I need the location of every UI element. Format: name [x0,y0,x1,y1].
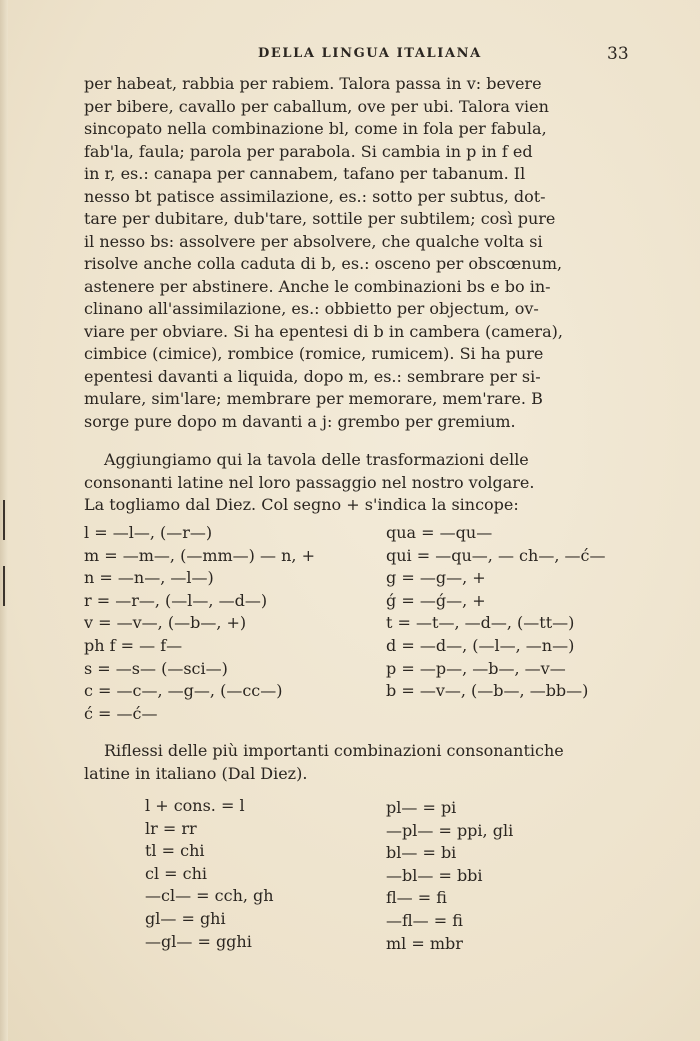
consonant-table-right [386,522,605,703]
table-row: c = —c—, —g—, (—cc—) [84,681,283,701]
reflex-row: pl— = pi [386,798,457,817]
text-line: clinano all'assimilazione, es.: obbietto per objectum, ov- [84,299,539,318]
text-line: risolve anche colla caduta di b, es.: osceno per obscœnum, [84,254,563,273]
running-title: DELLA LINGUA ITALIANA [258,46,482,61]
text-line: astenere per abstinere. Anche le combinazioni bs e bo in- [84,276,551,296]
reflex-row: ml = mbr [386,933,463,953]
reflex-row: —bl— = bbi [386,865,483,885]
text-line: fab'la, faula; parola per parabola. Si cambia in p in f ed [84,141,533,161]
reflex-row: —gl— = gghi [145,931,252,951]
reflex-row: bl— = bi [386,843,457,863]
table-row: n = —n—, —l—) [84,568,214,588]
page-number: 33 [607,44,629,64]
text-line: sincopato nella combinazione bl, come in fola per fabula, [84,119,547,138]
paragraph-assimilation [84,73,654,433]
reflex-row: —fl— = fi [386,910,463,930]
table-row: qui = —qu—, — ch—, —ć— [386,545,606,565]
text-line: consonanti latine nel loro passaggio nel nostro volgare. [84,472,535,492]
text-line: tare per dubitare, dub'tare, sottile per subtilem; così pure [84,209,556,228]
paragraph-table-intro [84,449,654,517]
reflex-row: —cl— = cch, gh [145,886,274,906]
text-line: cimbice (cimice), rombice (romice, rumicem). Si ha pure [84,344,544,363]
table-row: l = —l—, (—r—) [84,523,213,542]
reflex-row: cl = chi [145,863,208,883]
table-row: ph f = — f— [84,635,183,655]
table-row: b = —v—, (—b—, —bb—) [386,681,589,701]
table-row: t = —t—, —d—, (—tt—) [386,613,575,633]
reflexes-right [386,797,513,955]
table-row: ć = —ć— [84,703,158,723]
text-line: Aggiungiamo qui la tavola delle trasformazioni delle [104,450,529,469]
text-line: per habeat, rabbia per rabiem. Talora passa in v: bevere [84,74,542,93]
table-row: g = —g—, + [386,568,486,588]
reflexes-left [145,795,274,953]
text-line: latine in italiano (Dal Diez). [84,763,308,783]
table-row: qua = —qu— [386,523,493,542]
text-line: in r, es.: canapa per cannabem, tafano per tabanum. Il [84,164,526,183]
reflex-row: lr = rr [145,818,197,838]
reflex-row: gl— = ghi [145,908,226,928]
paragraph-reflexes-intro [84,740,654,785]
page-header [0,44,700,66]
table-row: d = —d—, (—l—, —n—) [386,635,575,655]
reflex-row: l + cons. = l [145,796,245,815]
binding-mark [3,500,5,540]
table-row: m = —m—, (—mm—) — n, + [84,545,315,565]
table-row: v = —v—, (—b—, +) [84,613,247,633]
reflex-row: tl = chi [145,841,205,861]
text-line: epentesi davanti a liquida, dopo m, es.: sembrare per si- [84,366,541,386]
text-line: La togliamo dal Diez. Col segno + s'indica la sincope: [84,495,519,514]
reflex-row: fl— = fi [386,888,447,908]
text-line: nesso bt patisce assimilazione, es.: sotto per subtus, dot- [84,186,546,206]
consonant-table-left [84,522,315,725]
text-line: mulare, sim'lare; membrare per memorare, mem'rare. B [84,389,543,408]
text-line: sorge pure dopo m davanti a j: grembo per gremium. [84,411,516,431]
table-row: p = —p—, —b—, —v— [386,658,566,678]
table-row: s = —s— (—sci—) [84,658,228,678]
text-line: il nesso bs: assolvere per absolvere, che qualche volta si [84,231,543,251]
reflex-row: —pl— = ppi, gli [386,820,514,840]
text-line: Riflessi delle più importanti combinazioni consonantiche [104,741,564,760]
table-row: ǵ = —ǵ—, + [386,590,486,610]
text-line: viare per obviare. Si ha epentesi di b in cambera (camera), [84,321,563,341]
text-line: per bibere, cavallo per caballum, ove per ubi. Talora vien [84,96,549,116]
table-row: r = —r—, (—l—, —d—) [84,590,268,610]
binding-mark [3,566,5,606]
